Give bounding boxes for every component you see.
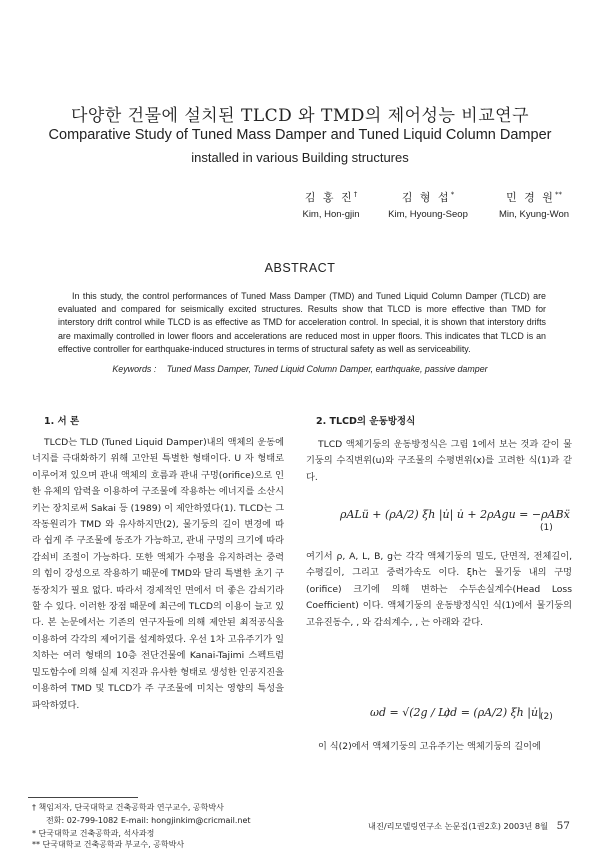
section2-paragraph-1: TLCD 액체기둥의 운동방정식은 그림 1에서 보는 것과 같이 물기둥의 수직변위(u)와 구조물의 수평변위(x)를 고려한 식(1)과 같다. [306, 439, 572, 483]
section2-heading: 2. TLCD의 운동방정식 [316, 416, 416, 427]
keywords-line [0, 364, 600, 374]
footnote-3: ** 단국대학교 건축공학과 부교수, 공학박사 [32, 840, 185, 849]
author-1-english: Kim, Hon-gjin [302, 209, 360, 220]
section2-body-2 [306, 549, 572, 631]
page-footer [340, 820, 570, 832]
footnote-1-contact: 전화: 02-799-1082 E-mail: hongjinkim@cricmail.net [46, 816, 251, 825]
section1-body [32, 435, 284, 714]
section2-body-1 [306, 437, 572, 486]
title-korean: 다양한 건물에 설치된 TLCD 와 TMD의 제어성능 비교연구 [71, 106, 529, 126]
author-3-english: Min, Kyung-Won [498, 209, 570, 220]
section2-body-3 [306, 739, 572, 755]
footnote-1: † 책임저자, 단국대학교 건축공학과 연구교수, 공학박사 [32, 803, 224, 812]
author-1 [286, 189, 376, 220]
equation-2-number: (2) [540, 712, 553, 722]
keywords-text: Tuned Mass Damper, Tuned Liquid Column Damper, earthquake, passive damper [166, 364, 488, 374]
equation-1: ρALü + (ρA/2) ξh |u̇| u̇ + 2ρAgu = −ρABẍ [340, 508, 570, 521]
section2-paragraph-3: 이 식(2)에서 액체기둥의 고유주기는 액체기둥의 길이에 [318, 741, 541, 752]
page-number: 57 [556, 820, 570, 832]
equation-2a: ωd = √(2g / L) [370, 706, 450, 719]
abstract-heading: ABSTRACT [264, 261, 336, 275]
section1-heading: 1. 서 론 [44, 416, 80, 427]
author-1-korean: 김 홍 진† [304, 190, 358, 204]
equation-1-number: (1) [540, 523, 553, 533]
journal-citation: 내진/리모델링연구소 논문집(1권2호) 2003년 8월 [368, 821, 549, 831]
keywords-label: Keywords : [112, 364, 157, 374]
abstract-text: In this study, the control performances of Tuned Mass Damper (TMD) and Tuned Liquid Column Damper (TLCD) are evaluated and compared for seismically excited structures. Results show that TLCD is more effective than TMD for interstory drift control while TLCD is as effective as TMD for acceleration control. In special, it is shown that interstory drifts are maximally controlled in lower floors and accelerations are reduced most in upper floors. This indicates that TLCD is an effective controller for earthquake-induced structures in terms of structural safety as well as serviceability. [58, 291, 546, 354]
equation-2b: cd = (ρA/2) ξh |u̇| [444, 706, 542, 719]
title-english-line2: installed in various Building structures [191, 150, 409, 165]
section1-paragraph: TLCD는 TLD (Tuned Liquid Damper)내의 액체의 운동에너지를 극대화하기 위해 고안된 특별한 형태이다. U 자 형태로 이루어져 있으며 관내 액체의 흐름과 관내 구멍(orifice)으로 인한 유체의 압력을 이용하여 구조물에 작용하는 에너지를 소산시키는 장치로써 Sakai 등 (1989) 이 제안하였다(1). TLCD는 그 작동원리가 TMD 와 유사하지만(2), 물기둥의 길이 변경에 따라 쉽게 주 구조물에 동조가 가능하고, 관내 구멍의 크기에 따라 감쇠비 조절이 가능하다. 또한 액체가 수평을 유지하려는 중력의 힘이 강성으로 작용하기 때문에 TMD와 달리 특별한 초기 구동장치가 필요 없다. 따라서 경제적인 면에서 더 좋은 감쇠기라 할 수 있다. 이러한 장점 때문에 최근에 TLCD의 이용이 늘고 있다. 본 논문에서는 기존의 연구자들에 의해 제안된 최적공식을 이용하여 각각의 제어기를 설계하였다. 우선 1차 고유주기가 일치하는 여러 형태의 10층 전단건물에 Kanai-Tajimi 스펙트럼 밀도함수에 의해 실제 지진과 유사한 형태로 생성한 인공지진을 이용하여 TMD 및 TLCD가 주 구조물에 미치는 영향의 특성을 파악하였다. [32, 437, 284, 711]
author-2 [378, 189, 478, 220]
section2-paragraph-2: 여기서 ρ, A, L, B, g는 각각 액체기둥의 밀도, 단면적, 전체길이, 수평길이, 그리고 중력가속도 이다. ξh는 물기둥 내의 구멍(orifice) 크기에 의해 변하는 수두손실계수(Head Loss Coefficient) 이다. 액체기둥의 운동방정식인 식(1)에서 물기둥의 고유진동수, , 와 감쇠계수, , 는 아래와 같다. [306, 551, 572, 628]
author-2-english: Kim, Hyoung-Seop [388, 209, 468, 220]
author-3-korean: 민 경 원** [506, 190, 562, 204]
footnote-divider [28, 797, 138, 798]
author-2-korean: 김 형 섭* [401, 190, 455, 204]
author-3 [484, 189, 584, 220]
title-english-line1: Comparative Study of Tuned Mass Damper and Tuned Liquid Column Damper [48, 127, 552, 143]
footnote-2: * 단국대학교 건축공학과, 석사과정 [32, 829, 155, 838]
